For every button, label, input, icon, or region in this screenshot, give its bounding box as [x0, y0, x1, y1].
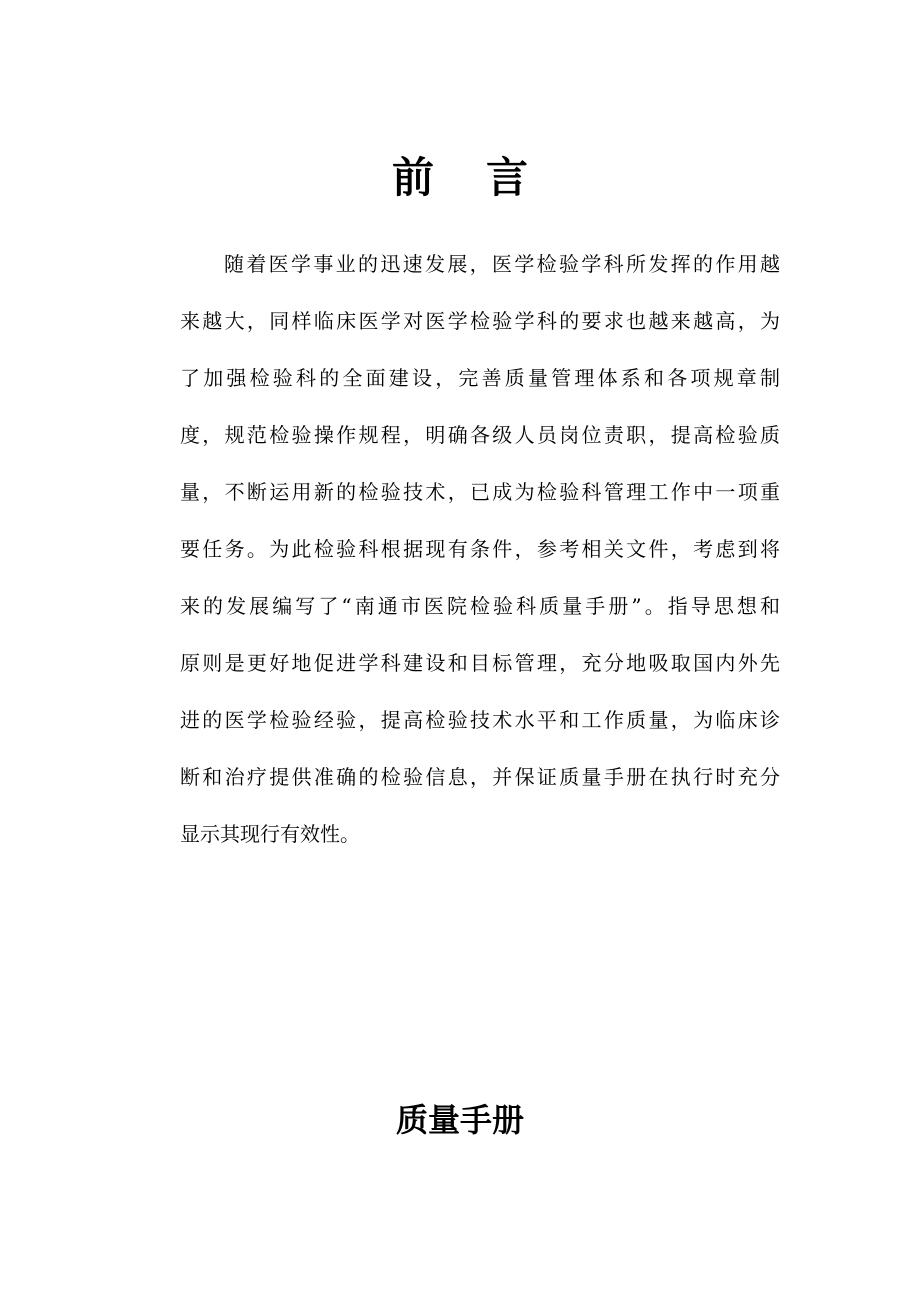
preface-line: 原则是更好地促进学科建设和目标管理，充分地吸取国内外先 — [180, 651, 780, 675]
preface-line: 随着医学事业的迅速发展，医学检验学科所发挥的作用越 — [224, 252, 780, 276]
preface-line: 度，规范检验操作规程，明确各级人员岗位责职，提高检验质 — [180, 423, 780, 447]
manual-title: 质量手册 — [395, 1101, 524, 1139]
preface-line: 量，不断运用新的检验技术，已成为检验科管理工作中一项重 — [180, 480, 780, 504]
preface-line: 来的发展编写了“南通市医院检验科质量手册”。指导思想和 — [180, 594, 780, 618]
preface-line: 显示其现行有效性。 — [180, 822, 360, 846]
preface-line: 进的医学检验经验，提高检验技术水平和工作质量，为临床诊 — [180, 708, 780, 732]
preface-line: 断和治疗提供准确的检验信息，并保证质量手册在执行时充分 — [180, 765, 780, 789]
preface-body — [180, 236, 780, 863]
preface-line: 要任务。为此检验科根据现有条件，参考相关文件，考虑到将 — [180, 537, 780, 561]
preface-title: 前言 — [391, 153, 580, 202]
preface-line: 来越大，同样临床医学对医学检验学科的要求也越来越高，为 — [180, 309, 780, 333]
preface-line: 了加强检验科的全面建设，完善质量管理体系和各项规章制 — [180, 366, 780, 390]
